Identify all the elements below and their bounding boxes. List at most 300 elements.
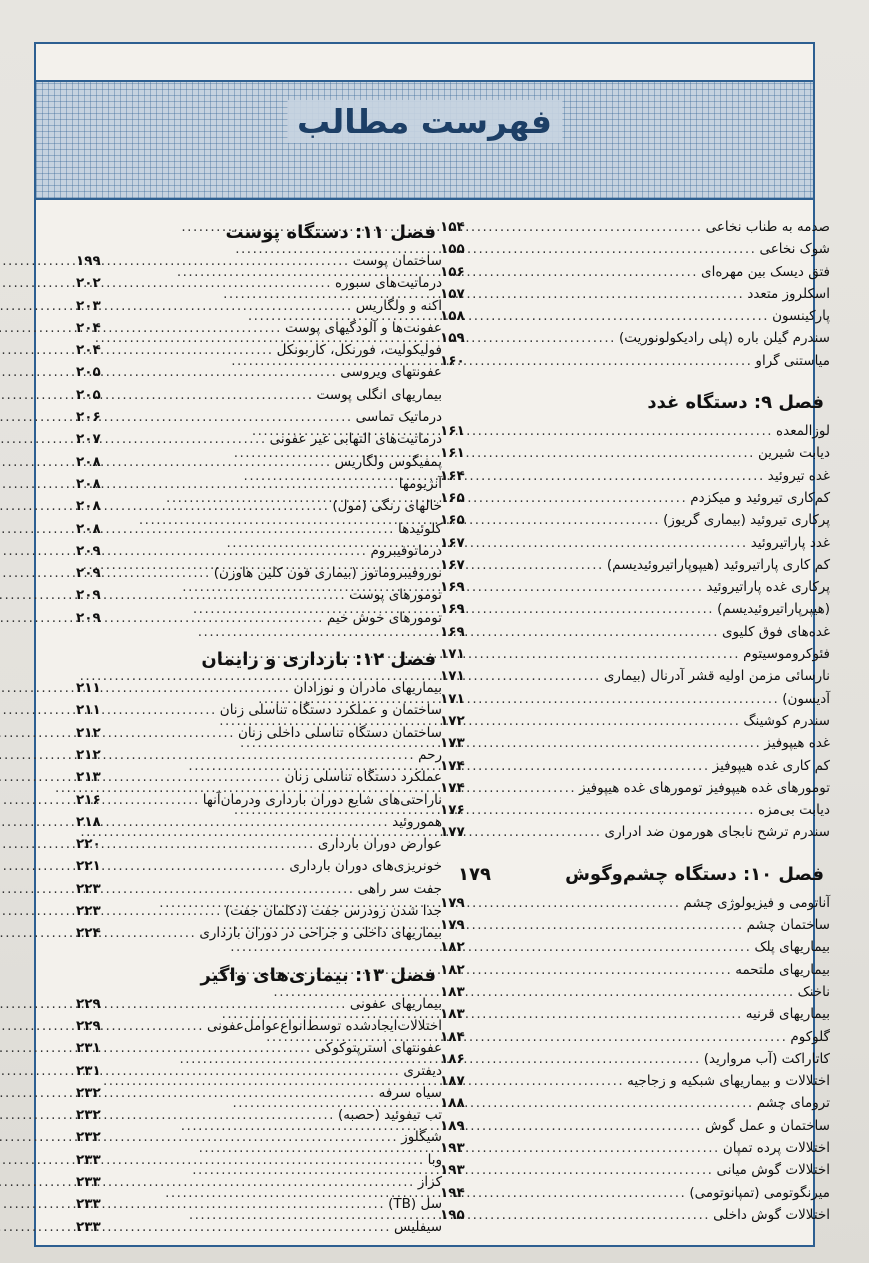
entry-title: تومورهای خوش خیم <box>326 609 442 626</box>
toc-entry <box>440 755 830 777</box>
entry-title: شیگلوز <box>401 1129 442 1146</box>
entry-title: دیابت بی‌مزه <box>758 802 830 819</box>
entry-title: غده هیپوفیز <box>764 735 830 752</box>
entry-page-number: ۱۸۹ <box>440 1117 465 1134</box>
entry-page-number: ۱۷۹ <box>440 894 465 911</box>
entry-title: پمفیگوس ولگاریس <box>334 453 442 470</box>
toc-entry <box>440 981 830 1003</box>
entry-page-number: ۱۶۴ <box>440 467 465 484</box>
entry-title: ساختمان چشم <box>746 917 830 934</box>
entry-title: سیفلیس <box>394 1218 442 1235</box>
toc-entry <box>440 643 830 665</box>
entry-page-number: ۲۲۹ <box>76 1017 101 1034</box>
toc-entry <box>440 465 830 487</box>
toc-entry <box>76 473 442 495</box>
dot-leader <box>111 900 222 922</box>
entry-title: بیماریهای مادران و نوزادان <box>293 680 442 697</box>
dot-leader <box>475 799 755 821</box>
entry-title: ساختمان دستگاه تناسلی داخلی زنان <box>238 724 442 741</box>
entry-page-number: ۱۸۳ <box>440 1006 465 1023</box>
entry-title: عفونتهای ویروسی <box>340 364 442 381</box>
toc-entry <box>76 1104 442 1126</box>
entry-page-number: ۱۷۴ <box>440 779 465 796</box>
dot-leader <box>111 428 267 450</box>
entry-page-number: ۱۹۴ <box>440 1184 465 1201</box>
dot-leader <box>111 473 396 495</box>
dot-leader <box>475 821 602 843</box>
toc-entry <box>76 584 442 606</box>
toc-entry <box>76 406 442 428</box>
toc-entry <box>76 1060 442 1082</box>
toc-entry <box>440 710 830 732</box>
entry-title: خونریزی‌های دوران بارداری <box>289 858 442 875</box>
entry-title: سندرم گیلن باره (پلی رادیکولونوریت) <box>618 330 830 347</box>
entry-page-number: ۲۳۲ <box>76 1084 101 1101</box>
entry-page-number: ۱۷۷ <box>440 824 465 841</box>
entry-title: دیفتری <box>403 1062 442 1079</box>
dot-leader <box>111 540 367 562</box>
entry-page-number: ۱۸۴ <box>440 1028 465 1045</box>
toc-entry <box>440 420 830 442</box>
entry-page-number: ۱۶۹ <box>440 601 465 618</box>
dot-leader <box>475 1026 787 1048</box>
entry-title: ساختمان و عمل گوش <box>704 1117 830 1134</box>
dot-leader <box>475 1070 624 1092</box>
entry-title: جدا شدن زودرس جفت (دکلمان جفت) <box>224 903 442 920</box>
entry-page-number: ۲۳۱ <box>76 1062 101 1079</box>
toc-entry <box>440 1026 830 1048</box>
chapter-10-title: فصل ۱۰: دستگاه چشم‌وگوش <box>565 863 824 885</box>
toc-entry <box>440 554 830 576</box>
entry-page-number: ۲۰۹ <box>76 587 101 604</box>
dot-leader <box>111 766 282 788</box>
toc-entry <box>440 350 830 372</box>
dot-leader <box>475 665 601 687</box>
dot-leader <box>111 677 290 699</box>
entry-page-number: ۱۷۴ <box>440 757 465 774</box>
dot-leader <box>111 1171 415 1193</box>
dot-leader <box>111 562 211 584</box>
entry-title: عفونت‌ها و آلودگیهای پوست <box>284 319 442 336</box>
entry-title: اختلالات‌ایجادشده توسط‌انواع‌عوامل‌عفونی <box>207 1017 442 1034</box>
entry-title: بیماریهای عفونی <box>349 995 442 1012</box>
dot-leader <box>111 607 324 629</box>
entry-title: ساختمان پوست <box>352 253 442 269</box>
toc-entry <box>76 518 442 540</box>
chapter-13-entries <box>76 993 442 1238</box>
toc-entry <box>440 1070 830 1092</box>
entry-title: کم‌کاری تیروئید و میکزدم <box>690 489 830 506</box>
entry-title: دیابت شیرین <box>757 445 830 462</box>
right-column <box>440 216 830 1226</box>
entry-title: اسکلروز متعدد <box>747 285 830 302</box>
entry-page-number: ۲۳۲ <box>76 1107 101 1124</box>
toc-entry <box>440 216 830 238</box>
toc-entry <box>76 722 442 744</box>
chapter-11-entries <box>76 250 442 629</box>
toc-entry <box>76 1015 442 1037</box>
toc-entry <box>76 677 442 699</box>
entry-title: غده‌های فوق کلیوی <box>721 623 830 640</box>
entry-title: سندرم کوشینگ <box>743 712 830 729</box>
entry-page-number: ۲۰۴ <box>76 319 101 336</box>
entry-page-number: ۲۰۷ <box>76 431 101 448</box>
toc-entry <box>76 699 442 721</box>
entry-title: سیاه سرفه <box>378 1084 442 1101</box>
toc-entry <box>76 789 442 811</box>
entry-title: میاستنی گراو <box>755 352 830 369</box>
toc-entry <box>76 317 442 339</box>
dot-leader <box>475 732 761 754</box>
toc-entry <box>76 339 442 361</box>
entry-title: بیماریهای ملتحمه <box>735 961 830 978</box>
dot-leader <box>111 699 217 721</box>
entry-page-number: ۲۱۱ <box>76 702 101 719</box>
entry-title: نارسائی مزمن اولیه قشر آدرنال (بیماری <box>603 668 830 685</box>
toc-entry <box>440 688 830 710</box>
dot-leader <box>475 981 795 1003</box>
dot-leader <box>475 914 744 936</box>
dot-leader <box>111 250 350 272</box>
entry-page-number: ۱۷۱ <box>440 690 465 707</box>
entry-title: فولیکولیت، فورنکل، کاربونکل <box>276 342 442 359</box>
toc-entry <box>76 900 442 922</box>
dot-leader <box>111 495 329 517</box>
entry-title: پرکاری غده پاراتیروئید <box>706 579 830 596</box>
toc-entry <box>440 1048 830 1070</box>
entry-title: عفونتهای استرپتوکوکی <box>314 1040 442 1057</box>
entry-title: پرکاری تیروئید (بیماری گریوز) <box>663 512 830 529</box>
dot-leader <box>475 1159 713 1181</box>
dot-leader <box>111 518 395 540</box>
entry-title: اختلالات و بیماریهای شبکیه و زجاجیه <box>627 1073 830 1090</box>
entry-title: اختلالات پرده تمپان <box>722 1139 830 1156</box>
entry-page-number: ۲۰۹ <box>76 565 101 582</box>
entry-page-number: ۱۶۱ <box>440 423 465 440</box>
dot-leader <box>111 317 282 339</box>
entry-page-number: ۲۰۹ <box>76 542 101 559</box>
entry-page-number: ۲۱۸ <box>76 813 101 830</box>
toc-entry <box>440 821 830 843</box>
entry-title: تب تیفوئید (حصبه) <box>337 1107 442 1124</box>
toc-entry <box>76 250 442 272</box>
entry-title: شوک نخاعی <box>759 241 830 258</box>
entry-title: جفت سر راهی <box>357 880 442 897</box>
entry-title: ناخنک <box>797 983 830 1000</box>
entry-title: اختلالات گوش داخلی <box>713 1206 830 1223</box>
entry-title: آدیسون) <box>782 690 830 707</box>
entry-page-number: ۲۲۰ <box>76 836 101 853</box>
toc-entry <box>76 1216 442 1238</box>
entry-title: ساختمان و عملکرد دستگاه تناسلی زنان <box>219 702 442 719</box>
toc-entry <box>76 1082 442 1104</box>
entry-page-number: ۱۶۵ <box>440 512 465 529</box>
entry-title: غده تیروئید <box>767 467 830 484</box>
dot-leader <box>111 744 415 766</box>
toc-entry <box>440 261 830 283</box>
dot-leader <box>475 643 740 665</box>
entry-title: بیماریهای قرنیه <box>745 1006 830 1023</box>
toc-entry <box>76 361 442 383</box>
toc-entry <box>440 1204 830 1226</box>
entry-page-number: ۲۱۲ <box>76 746 101 763</box>
entry-title: کزاز <box>417 1173 442 1190</box>
toc-entry <box>440 487 830 509</box>
entry-page-number: ۲۰۵ <box>76 364 101 381</box>
entry-page-number: ۲۲۳ <box>76 903 101 920</box>
toc-entry <box>76 1171 442 1193</box>
dot-leader <box>111 1104 335 1126</box>
page-frame <box>34 42 830 1247</box>
entry-page-number: ۱۹۹ <box>76 253 101 269</box>
dot-leader <box>475 327 616 349</box>
entry-page-number: ۲۳۳ <box>76 1218 101 1235</box>
entry-page-number: ۱۶۵ <box>440 489 465 506</box>
entry-page-number: ۱۶۹ <box>440 579 465 596</box>
dot-leader <box>111 1149 425 1171</box>
entry-title: گلوکوم <box>790 1028 830 1045</box>
dot-leader <box>111 1015 204 1037</box>
entry-page-number: ۲۱۱ <box>76 680 101 697</box>
toc-entry <box>76 993 442 1015</box>
dot-leader <box>475 598 714 620</box>
entry-page-number: ۱۷۳ <box>440 735 465 752</box>
dot-leader <box>475 576 704 598</box>
chapter-13-heading: فصل ۱۳: بیماری‌های واگیر <box>200 964 436 986</box>
dot-leader <box>475 892 681 914</box>
entry-title: سل (TB) <box>388 1196 442 1213</box>
toc-entry <box>76 495 442 517</box>
entry-page-number: ۲۰۵ <box>76 386 101 403</box>
entry-page-number: ۱۷۲ <box>440 712 465 729</box>
entry-title: لوزالمعده <box>776 423 830 440</box>
entry-page-number: ۲۳۲ <box>76 1129 101 1146</box>
dot-leader <box>475 216 703 238</box>
dot-leader <box>111 722 235 744</box>
toc-entry <box>440 1003 830 1025</box>
dot-leader <box>475 688 779 710</box>
entry-page-number: ۲۲۹ <box>76 995 101 1012</box>
entry-page-number: ۲۳۱ <box>76 1040 101 1057</box>
entry-title: میرنگوتومی (تمپانوتومی) <box>689 1184 830 1201</box>
entry-page-number: ۱۸۲ <box>440 961 465 978</box>
dot-leader <box>475 442 755 464</box>
toc-entry <box>76 607 442 629</box>
toc-entry <box>76 922 442 944</box>
toc-entry <box>440 1182 830 1204</box>
toc-entry <box>76 1037 442 1059</box>
entry-page-number: ۲۱۲ <box>76 724 101 741</box>
dot-leader <box>111 1193 385 1215</box>
entry-page-number: ۲۱۳ <box>76 769 101 786</box>
entry-title: بیماریهای داخلی و جراحی در دوران بارداری <box>199 925 442 942</box>
chapter-12-entries <box>76 677 442 945</box>
dot-leader <box>111 406 353 428</box>
entry-title: سندرم ترشح نابجای هورمون ضد ادراری <box>604 824 830 841</box>
dot-leader <box>111 789 200 811</box>
entry-title: ترومای چشم <box>756 1095 830 1112</box>
entry-page-number: ۱۹۵ <box>440 1206 465 1223</box>
dot-leader <box>475 621 719 643</box>
dot-leader <box>111 584 346 606</box>
dot-leader <box>111 1060 400 1082</box>
toc-entry <box>76 811 442 833</box>
entry-title: کلوئیدها <box>397 520 442 537</box>
entry-page-number: ۲۰۸ <box>76 475 101 492</box>
toc-entry <box>440 936 830 958</box>
entry-page-number: ۲۰۹ <box>76 609 101 626</box>
dot-leader <box>111 833 315 855</box>
dot-leader <box>111 1037 312 1059</box>
entry-page-number: ۲۰۳ <box>76 297 101 314</box>
toc-entry <box>440 777 830 799</box>
dot-leader <box>111 339 274 361</box>
entry-page-number: ۲۱۶ <box>76 791 101 808</box>
entry-page-number: ۲۲۱ <box>76 858 101 875</box>
entry-page-number: ۱۷۹ <box>440 917 465 934</box>
dot-leader <box>111 1082 376 1104</box>
entry-page-number: ۲۰۲ <box>76 275 101 292</box>
dot-leader <box>111 811 389 833</box>
entry-title: خالهای رنگی (مول) <box>332 498 442 515</box>
entry-title: بیماریهای انگلی پوست <box>316 386 442 403</box>
toc-entry <box>76 1126 442 1148</box>
entry-page-number: ۲۳۳ <box>76 1196 101 1213</box>
entry-page-number: ۱۵۷ <box>440 285 465 302</box>
toc-entry <box>440 509 830 531</box>
title-banner <box>36 80 813 200</box>
toc-entry <box>440 305 830 327</box>
entry-page-number: ۲۳۳ <box>76 1173 101 1190</box>
toc-entry <box>440 1092 830 1114</box>
toc-entry <box>76 1193 442 1215</box>
entry-title: درماتیت‌های التهابی غیر عفونی <box>269 431 442 448</box>
dot-leader <box>111 1216 391 1238</box>
dot-leader <box>111 922 196 944</box>
dot-leader <box>475 532 748 554</box>
entry-page-number: ۱۸۳ <box>440 983 465 1000</box>
dot-leader <box>475 1137 720 1159</box>
entry-page-number: ۱۹۳ <box>440 1139 465 1156</box>
entry-page-number: ۱۵۶ <box>440 263 465 280</box>
toc-entry <box>440 665 830 687</box>
entry-page-number: ۱۹۳ <box>440 1162 465 1179</box>
entry-title: کم کاری پاراتیروئید (هیپوپاراتیروئیدیسم) <box>606 556 830 573</box>
entry-title: درماتیت‌های سبوره <box>334 275 442 292</box>
entry-title: اختلالات گوش میانی <box>716 1162 830 1179</box>
dot-leader <box>111 878 355 900</box>
dot-leader <box>475 1048 701 1070</box>
toc-entry <box>440 621 830 643</box>
entry-page-number: ۱۸۸ <box>440 1095 465 1112</box>
entry-title: فتق دیسک بین مهره‌ای <box>701 263 830 280</box>
entry-title: رحم <box>418 746 442 763</box>
chapter-11-heading: فصل ۱۱: دستگاه پوست <box>225 222 436 243</box>
toc-entry <box>440 1115 830 1137</box>
entry-page-number: ۱۶۷ <box>440 534 465 551</box>
dot-leader <box>111 1126 398 1148</box>
entry-page-number: ۱۸۶ <box>440 1050 465 1067</box>
toc-entry <box>76 855 442 877</box>
entry-title: آنژیومها <box>398 475 442 492</box>
dot-leader <box>475 1182 686 1204</box>
entry-title: (هیپرپاراتیروئیدیسم) <box>717 601 830 618</box>
dot-leader <box>475 305 769 327</box>
dot-leader <box>475 755 710 777</box>
dot-leader <box>475 959 732 981</box>
intro-entries <box>440 216 830 372</box>
entry-title: غدد پاراتیروئید <box>750 534 830 551</box>
toc-entry <box>440 892 830 914</box>
entry-page-number: ۱۷۱ <box>440 668 465 685</box>
dot-leader <box>475 1204 710 1226</box>
toc-entry <box>440 799 830 821</box>
dot-leader <box>475 350 752 372</box>
entry-page-number: ۱۶۷ <box>440 556 465 573</box>
entry-title: درماتوفیبروم <box>370 542 442 559</box>
entry-page-number: ۱۷۶ <box>440 802 465 819</box>
entry-title: کم کاری غده هیپوفیز <box>712 757 830 774</box>
entry-title: ناراحتی‌های شایع دوران بارداری ودرمان‌آنها <box>202 791 442 808</box>
toc-entry <box>440 283 830 305</box>
chapter-9-entries <box>440 420 830 844</box>
toc-entry <box>76 384 442 406</box>
entry-page-number: ۱۵۴ <box>440 219 465 235</box>
dot-leader <box>475 487 687 509</box>
dot-leader <box>475 465 765 487</box>
dot-leader <box>111 295 353 317</box>
entry-page-number: ۱۶۱ <box>440 445 465 462</box>
toc-entry <box>440 238 830 260</box>
toc-entry <box>440 914 830 936</box>
dot-leader <box>475 777 576 799</box>
chapter-10-entries <box>440 892 830 1226</box>
dot-leader <box>475 1115 702 1137</box>
entry-page-number: ۲۰۸ <box>76 498 101 515</box>
dot-leader <box>475 283 744 305</box>
dot-leader <box>475 509 660 531</box>
entry-title: فئوکروموسیتوم <box>743 646 830 663</box>
entry-page-number: ۱۷۱ <box>440 646 465 663</box>
entry-title: صدمه به طناب نخاعی <box>705 219 830 235</box>
dot-leader <box>475 420 773 442</box>
entry-page-number: ۱۵۵ <box>440 241 465 258</box>
dot-leader <box>475 238 756 260</box>
entry-title: هموروئید <box>392 813 442 830</box>
entry-page-number: ۲۲۴ <box>76 925 101 942</box>
toc-entry <box>76 878 442 900</box>
entry-page-number: ۲۲۳ <box>76 880 101 897</box>
toc-entry <box>76 766 442 788</box>
entry-title: کاتاراکت (آب مروارید) <box>703 1050 830 1067</box>
toc-entry <box>440 442 830 464</box>
entry-title: وبا <box>427 1151 442 1168</box>
entry-page-number: ۲۰۸ <box>76 453 101 470</box>
entry-page-number: ۲۰۸ <box>76 520 101 537</box>
dot-leader <box>111 451 332 473</box>
toc-entry <box>440 1137 830 1159</box>
toc-entry <box>76 295 442 317</box>
dot-leader <box>111 272 332 294</box>
dot-leader <box>111 361 337 383</box>
entry-title: آناتومی و فیزیولوژی چشم <box>683 894 830 911</box>
dot-leader <box>475 261 698 283</box>
toc-entry <box>76 272 442 294</box>
entry-title: اکنه و ولگاریس <box>355 297 442 314</box>
dot-leader <box>111 384 314 406</box>
toc-entry <box>440 327 830 349</box>
dot-leader <box>475 936 751 958</box>
